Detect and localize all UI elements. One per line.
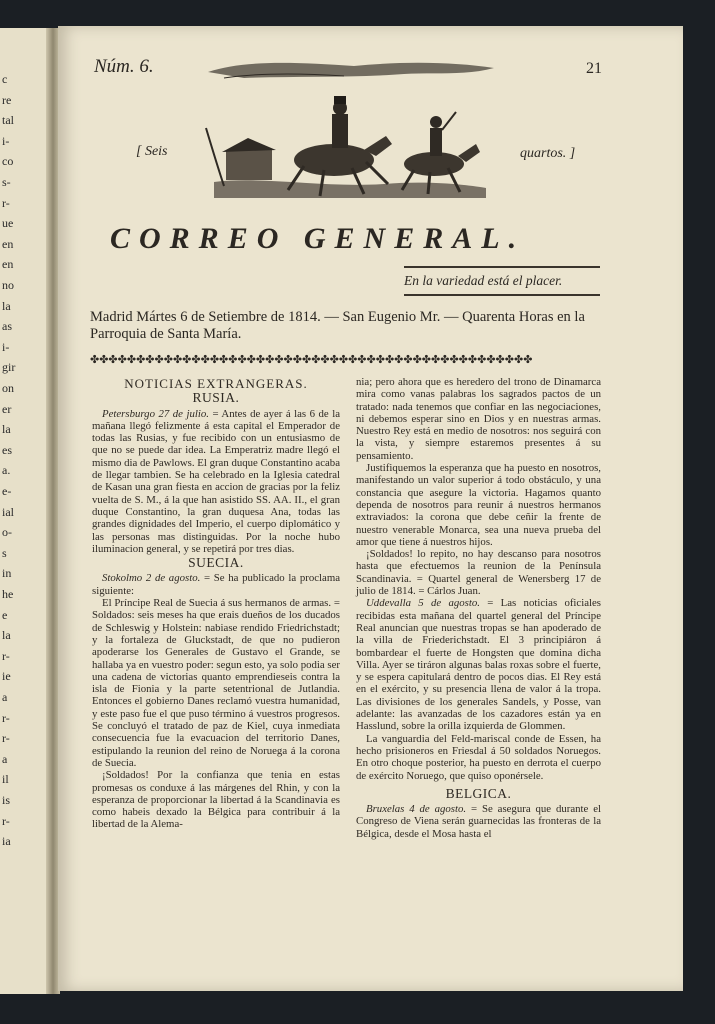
facing-page-fragment: r- [2,710,10,725]
sweden-intro: = Se ha publicado la proclama siguiente: [92,572,341,597]
facing-page-fragment: e [2,607,8,622]
facing-page-fragment: ie [2,669,11,684]
facing-page-fragment: no [2,278,14,292]
facing-page-fragment: la [2,298,11,313]
facing-page-fragment: s- [2,175,11,189]
motto-rule-bottom [404,294,600,296]
page-number: 21 [586,60,602,77]
russia-text: = Antes de ayer á las 6 de la mañana llegó felizmente á esta capital el Emperador de todas las Rusias, y fue recibido con un entusiasmo de que no se puede dar idea. La Emperatriz madre llegó el mismo dia de Pawlows. El gran duque Constantino acaba de llegar tambien. Se ha celebrado en la Iglesia catedral de Kasan una gran fiesta en accion de gracias por la feliz vuelta de S. M., á la que han asistido SS. AA. II., el gran duque Constantino, la gran duquesa Ana, todas las grandes dignidades del Imperio, el cuerpo diplomático y las personas mas distinguidas. Por la noche hubo iluminacion general, y se repetirá por tres dias. [92,407,340,555]
masthead-title: CORREO GENERAL. [110,222,526,255]
section-heading: NOTICIAS EXTRANGERAS. [124,376,308,391]
russia-heading: RUSIA. [192,390,240,406]
facing-page-fragment: r- [2,195,10,210]
belgium-dateline: Bruxelas 4 de agosto. [366,803,467,816]
belgium-heading: BELGICA. [445,785,512,801]
facing-page-fragment: r- [2,813,10,828]
russia-dateline: Petersburgo 27 de julio. [102,407,209,420]
belgium-article [356,803,601,840]
facing-page-fragment: er [2,401,12,416]
facing-page-fragment: tal [2,113,14,128]
facing-page-fragment: il [2,772,9,787]
facing-page-fragment: a [2,751,8,766]
facing-page-fragment: la [2,628,11,643]
horsemen-vignette-image [204,58,498,206]
facing-page-fragment: in [2,566,12,581]
facing-page-fragment: as [2,319,12,334]
sweden-dateline: Stokolmo 2 de agosto. [102,572,201,585]
issue-dateline: Madrid Mártes 6 de Setiembre de 1814. — San Eugenio Mr. — Quarenta Horas en la Parroquia de Santa María. [90,309,585,342]
facing-page-fragment: c [2,72,8,86]
left-column [92,376,340,831]
facing-page-edge [0,28,52,994]
price-bracket-right: quartos. ] [520,146,576,161]
sweden-proclamation-1: El Príncipe Real de Suecia á sus hermanos de armas. = Soldados: seis meses ha que erais dueños de los ducados de Schleswig y Holstein: nabiase rendido Friedrichstadt; y la fortaleza de Gluckstadt, de que no pudieron apoderarse los Generales de Gustavo el Grande, se hallaba ya en vuestro poder: segun esto, ya solo podia ser una cadena de victorias quanto emprendieseis contra la isla de Fionia y la parte setentrional de Jutlandia. Entonces el gobierno Danes reclamó vuestra humanidad, y este paso fue el que puso término á vuestros progresos. Se concluyó el tratado de paz de Kiel, cuya inmediata consecuencia fue la evacuacion del territorio Danes, estipulando la reunion del reino de Noruega á la corona de Suecia. [92,597,340,769]
facing-page-fragment: a [2,690,8,704]
sweden-heading: SUECIA. [188,555,244,571]
proclamation-soldiers: ¡Soldados! lo repito, no hay descanso para nosotros hasta que efectuemos la reunion de la Península Scandinavia. = Quartel general de Wenersberg 17 de julio de 1814. = Cárlos Juan. [356,548,601,598]
motto: En la variedad está el placer. [404,273,563,288]
facing-page-fragment: o- [2,525,12,540]
facing-page-fragment: i- [2,339,10,354]
facing-page-fragment: r- [2,731,10,746]
uddevalla-text: = Las noticias oficiales recibidas esta mañana del quartel general del Príncipe Real anuncian que nuestras tropas se han apoderado de la villa de Friederichstadt. El 3 principiáron á bombardear el fuerte de Hongsten que domina dicha Villa. Ayer se tiráron algunas balas roxas sobre el fuerte, y se espera capitulará dentro de pocos dias. El Rey está en el exército, y su presencia llena de valor á la tropa. Las divisiones de los generales Sandels, y Posse, van adelante: las avanzadas de los cazadores están ya en Hasslund, sobre la orilla izquierda de Glommen. [356,597,602,733]
proclamation-justify: Justifiquemos la esperanza que ha puesto en nosotros, manifestando un valor superior á todo obstáculo, y una constancia que asegure la victoria. Hagamos quanto dependa de nosotros para reunir á nuestros hermanos extraviados: la corona que debe ceñir la frente de nuestro venerable Monarca, sea una nueva prueba del amor que tiene á nuestros hijos. [356,462,601,548]
facing-page-fragment: ia [2,834,11,849]
sweden-intro-paragraph [92,572,340,597]
right-column [356,376,601,840]
newspaper-page [58,26,683,991]
ornamental-divider: ✤✤✤✤✤✤✤✤✤✤✤✤✤✤✤✤✤✤✤✤✤✤✤✤✤✤✤✤✤✤✤✤✤✤✤✤✤✤✤✤✤✤✤✤✤✤✤✤ [90,354,533,366]
facing-page-fragment: ue [2,216,14,231]
belgium-text: = Se asegura que durante el Congreso de Viena serán guarnecidas las fronteras de la Bélgica, desde el Mosa hasta el [356,803,602,840]
facing-page-fragment: gir [2,360,16,375]
facing-page-fragment: la [2,422,11,437]
facing-page-fragment: he [2,587,14,601]
sweden-proclamation-2: ¡Soldados! Por la confianza que tenia en estas promesas os conduxe á las márgenes del Rhin, y con la esperanza de proporcionar la libertad á la Scandinavia es como habeis dexado la Bélgica para contribuir á la libertad de la Alema- [92,769,340,831]
facing-page-fragment: co [2,154,14,169]
vanguard-article: La vanguardia del Feld-mariscal conde de Essen, ha hecho prisioneros en Friesdal á 50 soldados Noruegos. En otro choque posterior, ha puesto en derrota el cuerpo de exército Noruego, que quiso oponérsele. [356,732,601,782]
facing-page-fragment: re [2,92,12,107]
facing-page-fragment: s [2,545,7,560]
facing-page-fragment: i- [2,133,10,148]
russia-article [92,408,340,556]
facing-page-fragment: r- [2,648,10,663]
uddevalla-dateline: Uddevalla 5 de agosto. [366,597,480,610]
issue-number: Núm. 6. [94,56,154,77]
facing-page-fragment: ial [2,504,14,519]
facing-page-fragment: es [2,442,12,457]
proclamation-continued: nia; pero ahora que es heredero del trono de Dinamarca mira como vanas palabras los sagrados pactos de un tratado: nada tenemos que confiar en las negociaciones, ni debemos esperar sino en Dios y en nuestras armas. Nuestro Rey está en medio de nosotros: nos seguirá con la vista, y siempre estaremos presentes á su pensamiento. [356,376,601,462]
facing-page-fragment: en [2,236,14,251]
uddevalla-article [356,597,601,732]
facing-page-fragment: en [2,257,14,272]
facing-page-fragment: a. [2,463,11,478]
motto-rule-top [404,266,600,268]
facing-page-fragment: on [2,381,14,395]
facing-page-fragment: is [2,793,11,807]
facing-page-fragment: e- [2,484,12,498]
price-bracket-left: [ Seis [136,144,168,159]
